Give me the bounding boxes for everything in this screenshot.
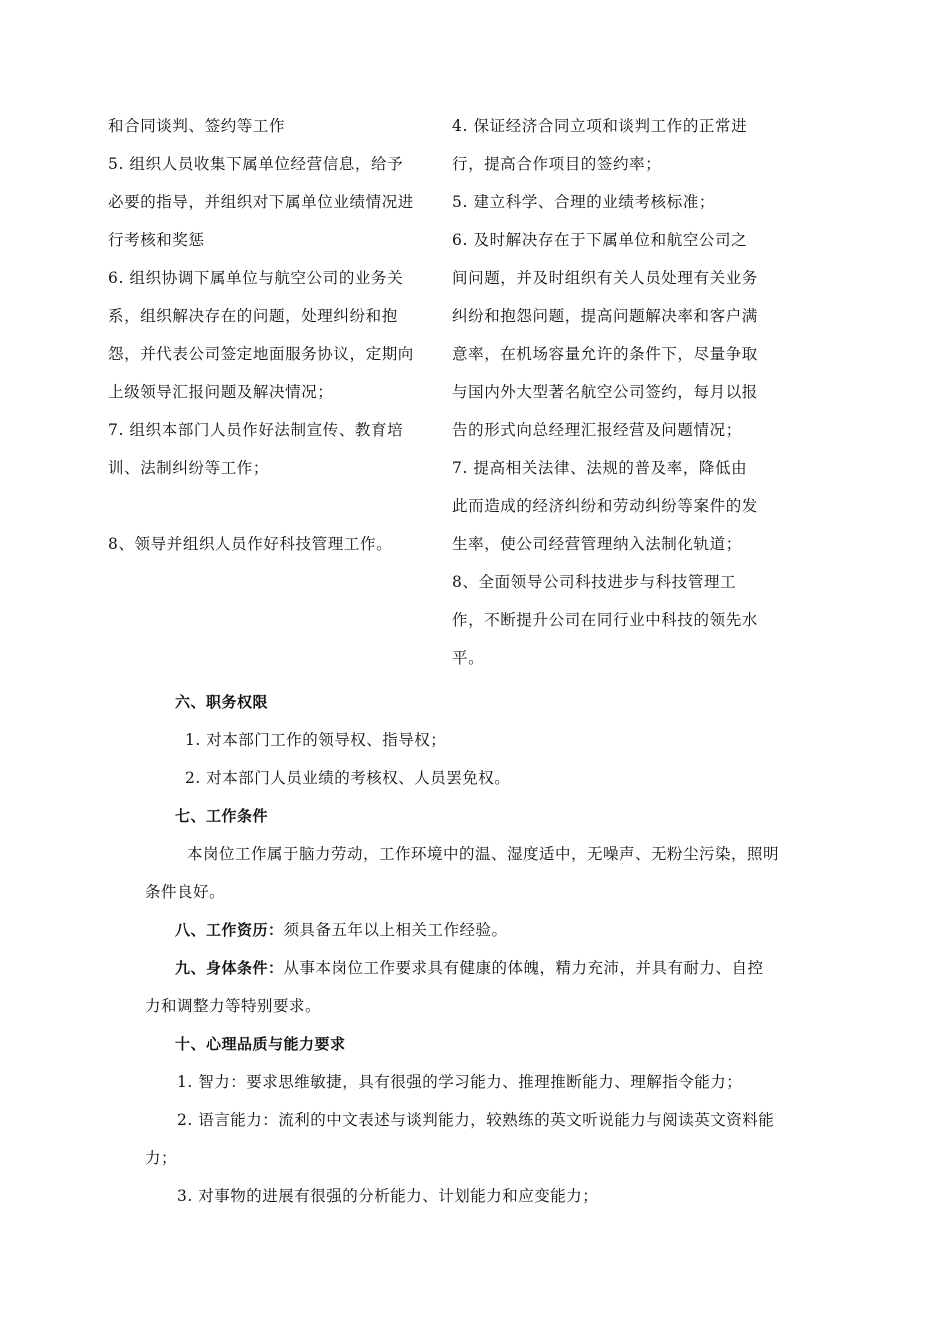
section-10-heading: 十、心理品质与能力要求: [175, 1035, 346, 1053]
left-line: 怨，并代表公司签定地面服务协议，定期向: [108, 345, 414, 363]
right-line: 此而造成的经济纠纷和劳动纠纷等案件的发: [452, 497, 758, 515]
section-7-text-cont: 条件良好。: [145, 883, 226, 901]
left-blank-line: [108, 487, 448, 525]
left-line: 系，组织解决存在的问题，处理纠纷和抱: [108, 307, 398, 325]
section-8-text: 须具备五年以上相关工作经验。: [283, 921, 508, 939]
left-line: 和合同谈判、签约等工作: [108, 117, 286, 135]
right-line: 意率，在机场容量允许的条件下，尽量争取: [452, 345, 758, 363]
right-line: 6. 及时解决存在于下属单位和航空公司之: [452, 231, 748, 249]
section-7-heading: 七、工作条件: [175, 807, 269, 825]
section-6-item: 2. 对本部门人员业绩的考核权、人员罢免权。: [185, 769, 511, 787]
section-10-item: 3. 对事物的进展有很强的分析能力、计划能力和应变能力；: [177, 1187, 599, 1205]
left-line: 7. 组织本部门人员作好法制宣传、教育培: [108, 421, 404, 439]
section-9-heading: 九、身体条件：: [175, 959, 284, 977]
section-10-item: 1. 智力：要求思维敏捷，具有很强的学习能力、推理推断能力、理解指令能力；: [177, 1073, 743, 1091]
left-line: 训、法制纠纷等工作；: [108, 459, 270, 477]
left-line: 8、领导并组织人员作好科技管理工作。: [108, 535, 393, 553]
right-column: [452, 107, 792, 677]
section-8: [145, 911, 825, 949]
section-10-item-cont: 力；: [145, 1149, 178, 1167]
section-7-text: 本岗位工作属于脑力劳动，工作环境中的温、湿度适中，无噪声、无粉尘污染，照明: [187, 845, 780, 863]
right-line: 告的形式向总经理汇报经营及问题情况；: [452, 421, 742, 439]
sections: [145, 683, 825, 1215]
left-line: 5. 组织人员收集下属单位经营信息，给予: [108, 155, 404, 173]
right-line: 生率，使公司经营管理纳入法制化轨道；: [452, 535, 742, 553]
right-line: 7. 提高相关法律、法规的普及率，降低由: [452, 459, 748, 477]
section-9-text-cont: 力和调整力等特别要求。: [145, 997, 322, 1015]
right-line: 5. 建立科学、合理的业绩考核标准；: [452, 193, 716, 211]
left-column: [108, 107, 448, 563]
right-line: 作，不断提升公司在同行业中科技的领先水: [452, 611, 758, 629]
section-10-item: 2. 语言能力：流利的中文表述与谈判能力，较熟练的英文听说能力与阅读英文资料能: [177, 1111, 775, 1129]
left-line: 6. 组织协调下属单位与航空公司的业务关: [108, 269, 404, 287]
section-6-item: 1. 对本部门工作的领导权、指导权；: [185, 731, 447, 749]
right-line: 间问题，并及时组织有关人员处理有关业务: [452, 269, 758, 287]
left-line: 上级领导汇报问题及解决情况；: [108, 383, 334, 401]
section-9-text: 从事本岗位工作要求具有健康的体魄，精力充沛，并具有耐力、自控: [283, 959, 764, 977]
section-6-heading: 六、职务权限: [175, 693, 269, 711]
right-line: 8、全面领导公司科技进步与科技管理工: [452, 573, 737, 591]
right-line: 纠纷和抱怨问题，提高问题解决率和客户满: [452, 307, 758, 325]
left-line: 行考核和奖惩: [108, 231, 205, 249]
right-line: 与国内外大型著名航空公司签约，每月以报: [452, 383, 758, 401]
right-line: 平。: [452, 649, 485, 667]
section-8-heading: 八、工作资历：: [175, 921, 284, 939]
right-line: 4. 保证经济合同立项和谈判工作的正常进: [452, 117, 748, 135]
left-line: 必要的指导，并组织对下属单位业绩情况进: [108, 193, 414, 211]
section-9: [145, 949, 825, 987]
right-line: 行，提高合作项目的签约率；: [452, 155, 662, 173]
